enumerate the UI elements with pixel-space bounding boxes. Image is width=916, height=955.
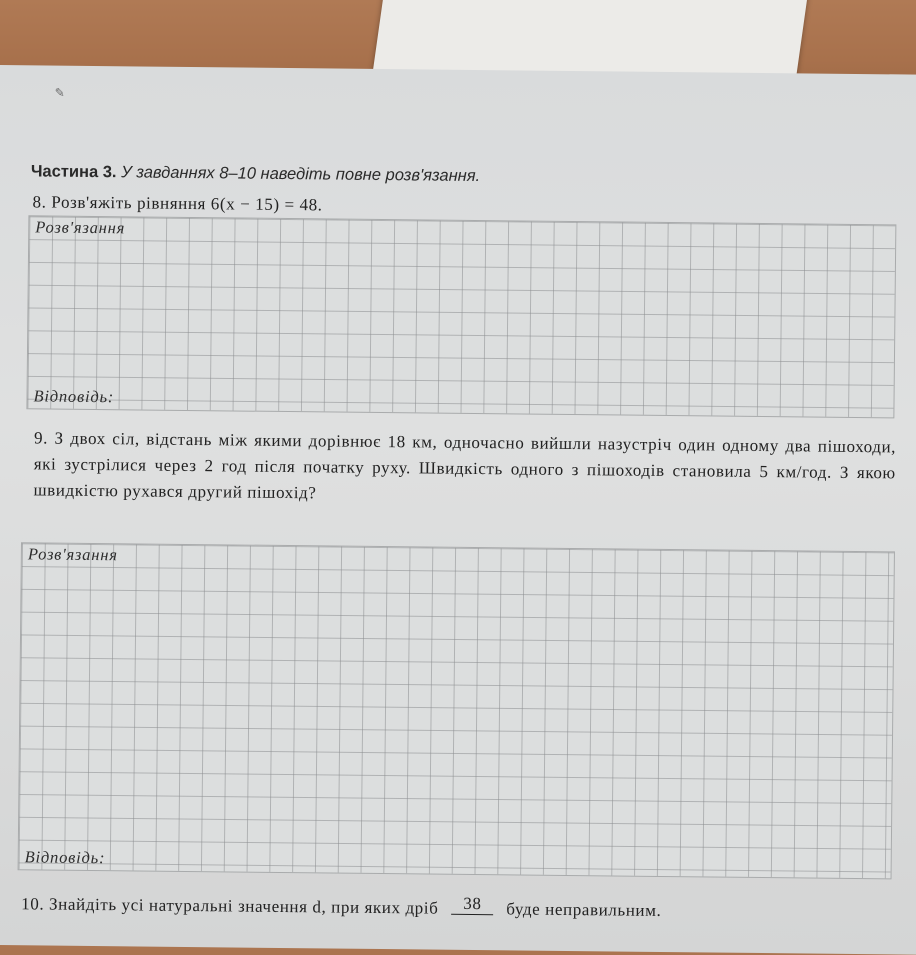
answer-label: Відповідь: xyxy=(33,386,115,407)
pen-scribble-icon: ✎ xyxy=(54,85,65,100)
fraction xyxy=(451,893,493,914)
answer-label: Відповідь: xyxy=(24,847,106,868)
task-10-text xyxy=(21,891,661,924)
solution-label: Розв'язання xyxy=(35,217,126,238)
task-9-text: 9. З двох сіл, відстань між якими дорівнює 18 км, одночасно вийшли назустріч один одному два пішоходи, які зустрілися через 2 год після початку руху. Швидкість одного з пішоходів становила 5 км/год. З якою швидкістю рухався другий пішохід? xyxy=(33,428,897,503)
task-9-grid[interactable] xyxy=(18,542,895,879)
worksheet-page xyxy=(0,65,916,955)
solution-label: Розв'язання xyxy=(27,544,118,565)
task-8-text: 8. Розв'яжіть рівняння 6(x − 15) = 48. xyxy=(32,192,323,215)
part-title: Частина 3. xyxy=(30,162,117,182)
fraction-numerator: 38 xyxy=(451,893,493,914)
part-heading xyxy=(31,162,481,186)
part-instruction: У завданнях 8–10 наведіть повне розв'язання. xyxy=(121,163,481,186)
task-10-text-after: буде неправильним. xyxy=(506,899,662,920)
task-10-text-before: 10. Знайдіть усі натуральні значення d, при яких дріб xyxy=(21,894,439,918)
task-8-grid[interactable] xyxy=(26,215,896,418)
